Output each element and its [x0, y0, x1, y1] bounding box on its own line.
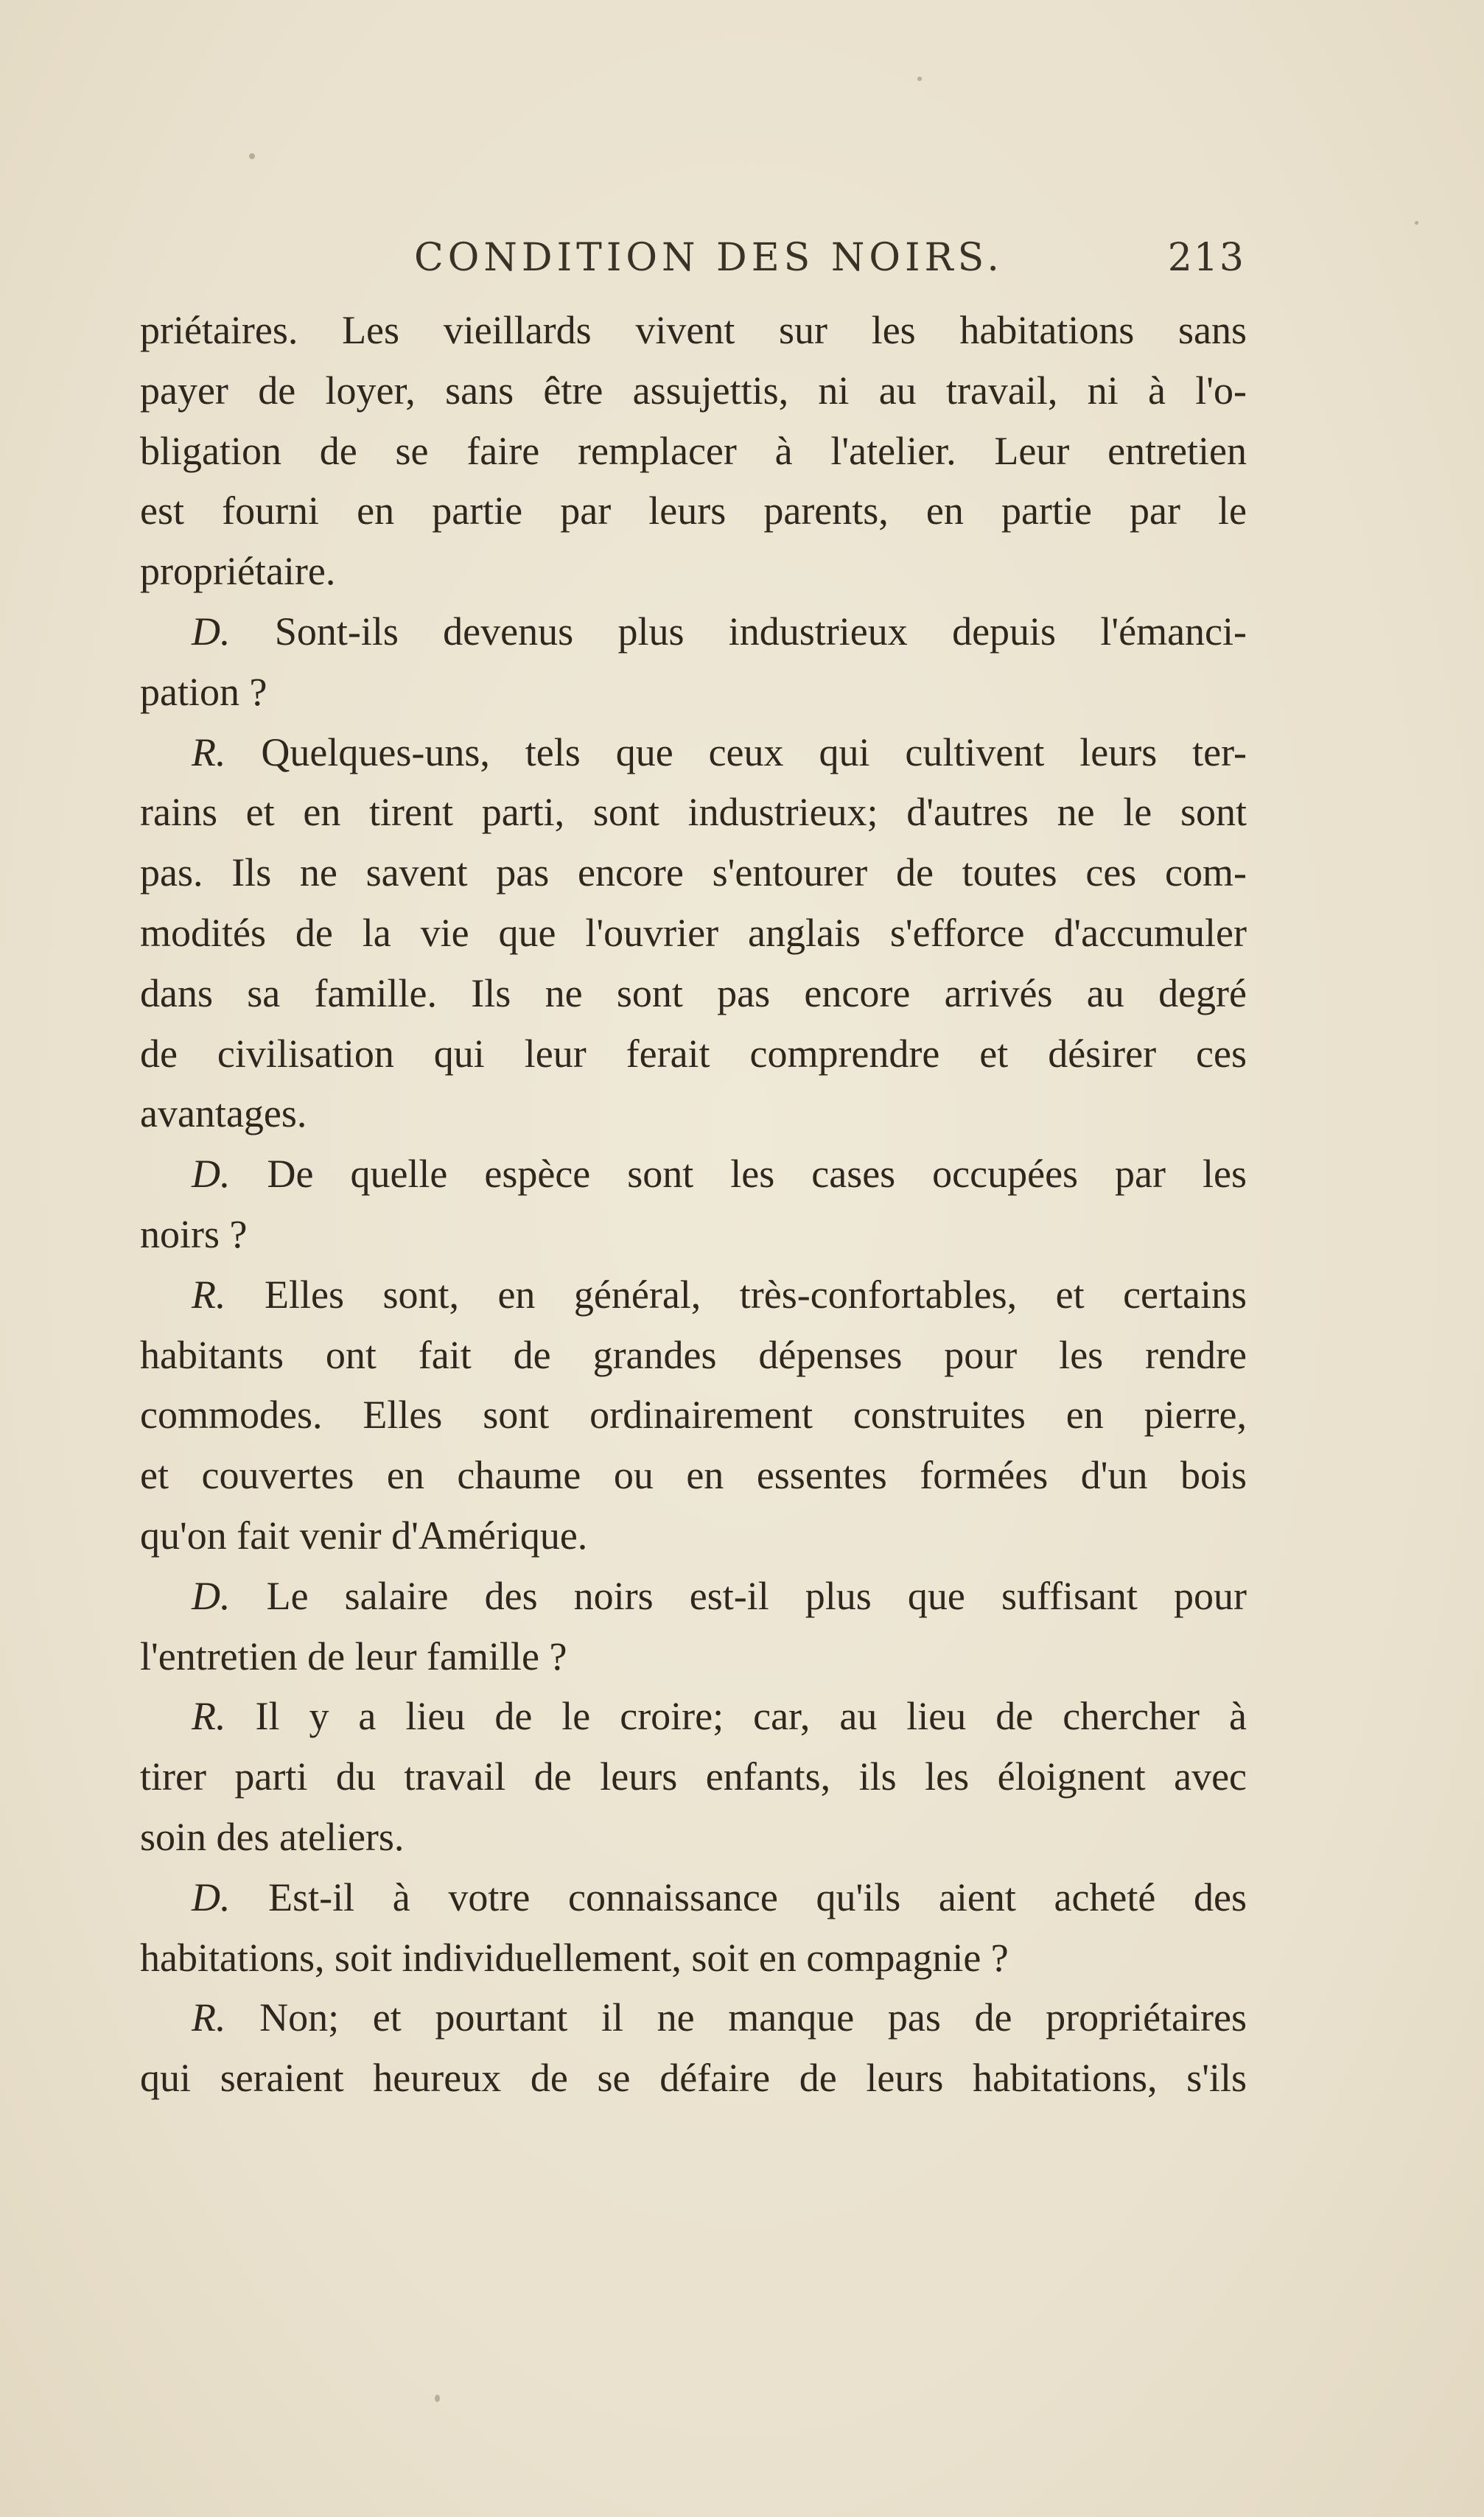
text-line	[140, 301, 1247, 361]
text-line	[140, 542, 1247, 602]
line-text: qu'on fait venir d'Amérique.	[140, 1513, 588, 1558]
text-line	[140, 602, 1247, 662]
line-text: soin des ateliers.	[140, 1814, 405, 1859]
text-line	[140, 843, 1247, 903]
line-text: dans sa famille. Ils ne sont pas encore arrivés au degré	[140, 970, 1247, 1015]
text-line	[140, 481, 1247, 542]
text-line	[140, 1326, 1247, 1386]
line-text: Sont-ils devenus plus industrieux depuis l'émanci-	[230, 609, 1247, 654]
paper-speck	[435, 2395, 440, 2402]
line-text: habitants ont fait de grandes dépenses pour les rendre	[140, 1332, 1247, 1377]
line-text: Non; et pourtant il ne manque pas de propriétaires	[225, 1995, 1247, 2040]
line-text: De quelle espèce sont les cases occupées par les	[230, 1152, 1247, 1197]
text-line	[140, 1446, 1247, 1506]
line-text: pas. Ils ne savent pas encore s'entourer de toutes ces com-	[140, 850, 1247, 895]
line-text: priétaires. Les vieillards vivent sur les habitations sans	[140, 308, 1247, 352]
speaker-marker: D.	[192, 1573, 231, 1618]
line-text: Il y a lieu de le croire; car, au lieu de chercher à	[225, 1694, 1247, 1739]
line-text: de civilisation qui leur ferait comprendre et désirer ces	[140, 1031, 1247, 1076]
text-line	[140, 1928, 1247, 1989]
line-text: qui seraient heureux de se défaire de leurs habitations, s'ils	[140, 2056, 1247, 2101]
text-line	[140, 1747, 1247, 1807]
page-header	[140, 236, 1245, 302]
text-line	[140, 1566, 1247, 1627]
speaker-marker: R.	[192, 1995, 226, 2040]
text-line	[140, 1868, 1247, 1928]
speaker-marker: R.	[192, 1272, 226, 1317]
line-text: Quelques-uns, tels que ceux qui cultivent leurs ter-	[225, 729, 1247, 774]
text-line	[140, 1385, 1247, 1446]
text-line	[140, 1265, 1247, 1326]
text-line	[140, 903, 1247, 964]
speaker-marker: R.	[192, 1694, 226, 1739]
text-line	[140, 964, 1247, 1024]
text-line	[140, 783, 1247, 843]
line-text: est fourni en partie par leurs parents, en partie par le	[140, 489, 1247, 533]
line-text: commodes. Elles sont ordinairement construites en pierre,	[140, 1393, 1247, 1438]
speaker-marker: D.	[192, 1874, 231, 1919]
speaker-marker: D.	[192, 609, 231, 654]
paper-speck	[249, 153, 255, 159]
paper-speck	[917, 77, 922, 81]
text-line	[140, 1084, 1247, 1144]
line-text: noirs ?	[140, 1211, 248, 1256]
text-line	[140, 1807, 1247, 1868]
text-line	[140, 421, 1247, 482]
text-line	[140, 361, 1247, 421]
line-text: bligation de se faire remplacer à l'atelier. Leur entretien	[140, 428, 1247, 473]
line-text: Est-il à votre connaissance qu'ils aient acheté des	[230, 1874, 1247, 1919]
paper-speck	[1415, 221, 1418, 225]
text-line	[140, 1506, 1247, 1566]
text-line	[140, 1024, 1247, 1085]
text-line	[140, 1144, 1247, 1205]
running-title: CONDITION DES NOIRS.	[414, 236, 1004, 280]
line-text: Le salaire des noirs est-il plus que suffisant pour	[230, 1573, 1247, 1618]
speaker-marker: R.	[192, 729, 226, 774]
page-number: 213	[1167, 236, 1245, 280]
text-line	[140, 723, 1247, 783]
line-text: modités de la vie que l'ouvrier anglais s'efforce d'accumuler	[140, 910, 1247, 955]
text-line	[140, 1988, 1247, 2048]
line-text: tirer parti du travail de leurs enfants, ils les éloignent avec	[140, 1754, 1247, 1799]
speaker-marker: D.	[192, 1152, 231, 1197]
line-text: pation ?	[140, 669, 267, 714]
line-text: Elles sont, en général, très-confortables, et certains	[225, 1272, 1247, 1317]
text-line	[140, 1205, 1247, 1265]
text-line	[140, 662, 1247, 723]
line-text: avantages.	[140, 1091, 307, 1136]
line-text: habitations, soit individuellement, soit en compagnie ?	[140, 1935, 1009, 1980]
line-text: et couvertes en chaume ou en essentes formées d'un bois	[140, 1453, 1247, 1498]
line-text: rains et en tirent parti, sont industrieux; d'autres ne le sont	[140, 790, 1247, 835]
line-text: payer de loyer, sans être assujettis, ni au travail, ni à l'o-	[140, 368, 1247, 413]
text-line	[140, 1687, 1247, 1747]
line-text: propriétaire.	[140, 549, 336, 594]
text-line	[140, 1627, 1247, 1687]
line-text: l'entretien de leur famille ?	[140, 1634, 567, 1678]
text-line	[140, 2048, 1247, 2109]
body-text	[140, 301, 1247, 2109]
